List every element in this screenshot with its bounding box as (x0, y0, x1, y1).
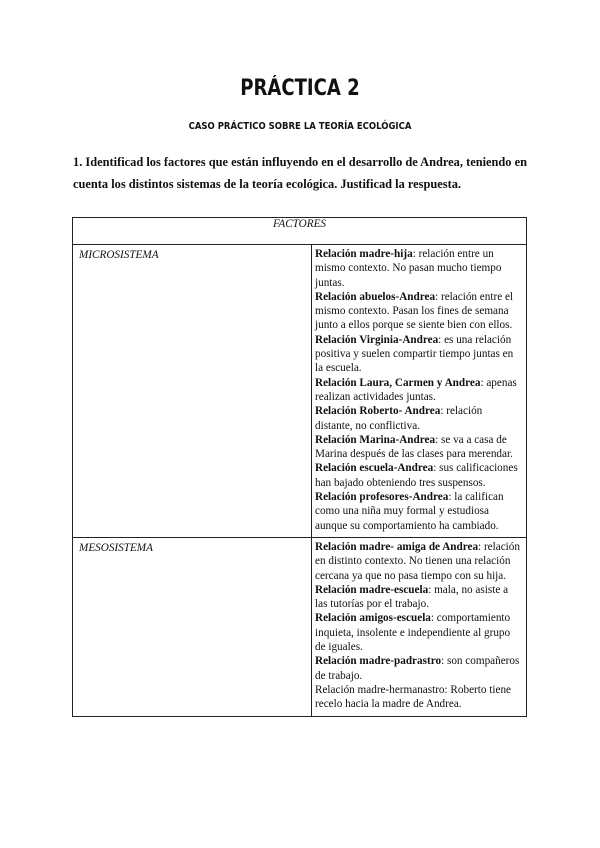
list-item: Relación madre-hermanastro: Roberto tiene recelo hacia la madre de Andrea. (315, 683, 512, 711)
system-level-mesosistema: MESOSISTEMA (73, 537, 312, 716)
question-text: 1. Identificad los factores que están influyendo en el desarrollo de Andrea, teniendo en cuenta los distintos sistemas de la teoría ecológica. Justificad la respuesta. (73, 155, 527, 191)
factors-table (72, 217, 527, 717)
list-item: Relación Roberto- Andrea: relación distante, no conflictiva. (315, 405, 483, 432)
page-title: PRÁCTICA 2 (240, 76, 360, 101)
list-item: Relación Marina-Andrea: se va a casa de Marina después de las clases para merendar. (315, 433, 513, 461)
list-item: Relación madre-hija: relación entre un mismo contexto. No pasan mucho tiempo juntas. (315, 248, 502, 289)
system-level-microsistema: MICROSISTEMA (73, 245, 312, 538)
factor-list-microsistema (312, 245, 527, 538)
table-row (73, 245, 527, 538)
list-item: Relación Virginia-Andrea: es una relación positiva y suelen compartir tiempo juntas en la escuela. (315, 333, 514, 375)
list-item: Relación escuela-Andrea: sus calificaciones han bajado obteniendo tres suspensos. (315, 462, 518, 489)
table-row (73, 537, 527, 716)
factor-list-mesosistema (312, 537, 527, 716)
list-item: Relación profesores-Andrea: la califican como una niña muy formal y estudiosa aunque su comportamiento ha cambiado. (315, 491, 504, 532)
list-item: Relación madre-escuela: mala, no asiste a las tutorías por el trabajo. (315, 583, 509, 611)
list-item: Relación madre-padrastro: son compañeros de trabajo. (315, 655, 520, 682)
list-item: Relación Laura, Carmen y Andrea: apenas realizan actividades juntas. (315, 376, 517, 403)
page-subtitle: CASO PRÁCTICO SOBRE LA TEORÍA ECOLÓGICA (188, 121, 412, 132)
list-item: Relación amigos-escuela: comportamiento inquieta, insolente e independiente al grupo de iguales. (315, 612, 511, 654)
list-item: Relación madre- amiga de Andrea: relación en distinto contexto. No tienen una relación cercana ya que no pasa tiempo con su hija. (315, 540, 520, 582)
list-item: Relación abuelos-Andrea: relación entre el mismo contexto. Pasan los fines de semana junto a ellos porque se siente bien con ellos. (315, 290, 514, 332)
table-header: FACTORES (73, 218, 527, 245)
table-header-row (73, 218, 527, 245)
